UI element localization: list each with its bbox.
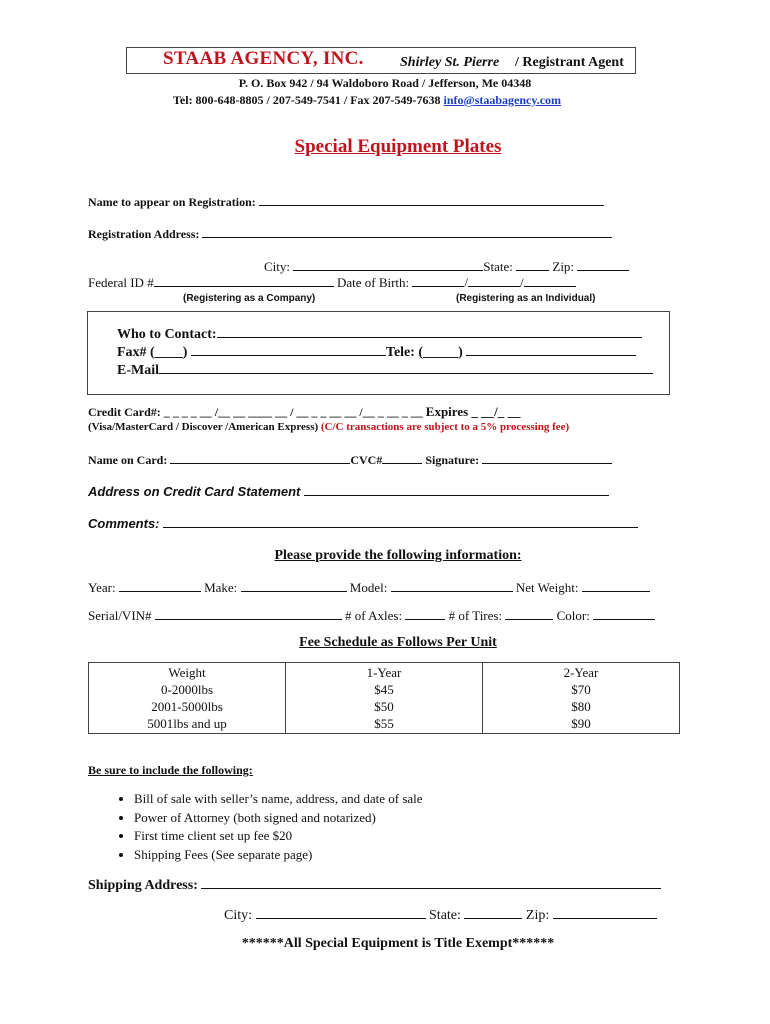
serial-field[interactable]: [155, 607, 342, 620]
fax-tele-row: [117, 343, 636, 361]
price-cell: $70: [571, 682, 591, 697]
federal-id-label: Federal ID #: [88, 275, 154, 290]
comments-label: Comments:: [88, 516, 160, 531]
fee-cell-weight: [89, 663, 286, 734]
agency-address: P. O. Box 942 / 94 Waldoboro Road / Jefferson, Me 04348: [238, 76, 532, 90]
shipping-zip-field[interactable]: [553, 906, 657, 919]
city-label: City:: [264, 259, 291, 274]
vehicle-row-2: [88, 607, 655, 624]
dob-label: Date of Birth:: [336, 275, 410, 290]
email-field[interactable]: [159, 361, 653, 374]
year-field[interactable]: [119, 579, 201, 592]
weight-cell: 2001-5000lbs: [151, 699, 223, 714]
phone-numbers: Tel: 800-648-8805 / 207-549-7541 / Fax 207-549-7638: [173, 93, 441, 107]
model-label: Model:: [349, 580, 388, 595]
individual-note: (Registering as an Individual): [456, 293, 596, 304]
model-field[interactable]: [391, 579, 513, 592]
dob-month-field[interactable]: [412, 274, 464, 287]
shipping-address-row: [88, 876, 661, 894]
cvc-label: CVC#: [350, 453, 383, 467]
registration-name-field[interactable]: [259, 193, 604, 206]
column-header-1-year: 1-Year: [366, 665, 402, 680]
axles-label: # of Axles:: [345, 608, 403, 623]
registration-address-label: Registration Address:: [88, 227, 200, 241]
dob-year-field[interactable]: [524, 274, 576, 287]
include-list: [90, 790, 423, 864]
include-heading: Be sure to include the following:: [88, 763, 253, 777]
shipping-city-label: City:: [224, 908, 253, 923]
shipping-address-field[interactable]: [201, 876, 661, 889]
name-on-card-row: [88, 451, 612, 468]
list-item: • Shipping Fees (See separate page): [134, 846, 423, 865]
agent-role: / Registrant Agent: [515, 55, 624, 70]
vehicle-row-1: [88, 579, 650, 596]
serial-label: Serial/VIN#: [88, 608, 152, 623]
email-row: [117, 361, 653, 379]
company-note: (Registering as a Company): [183, 293, 316, 304]
state-label: State:: [483, 259, 513, 274]
list-item: • Power of Attorney (both signed and notarized): [134, 809, 423, 828]
title-exempt-note: ******All Special Equipment is Title Exempt******: [241, 936, 555, 951]
who-to-contact-label: Who to Contact:: [117, 327, 217, 342]
net-weight-label: Net Weight:: [515, 580, 579, 595]
fax-field[interactable]: [191, 343, 386, 356]
make-field[interactable]: [241, 579, 347, 592]
zip-field[interactable]: [577, 258, 629, 271]
agent-name: Shirley St. Pierre: [400, 55, 500, 70]
federal-id-row: Federal ID # Date of Birth: / /: [88, 274, 576, 291]
price-cell: $45: [374, 682, 394, 697]
list-item: • Bill of sale with seller’s name, address, and date of sale: [134, 790, 423, 809]
shipping-state-field[interactable]: [464, 906, 522, 919]
price-cell: $55: [374, 716, 394, 731]
price-cell: $50: [374, 699, 394, 714]
shipping-state-label: State:: [429, 908, 461, 923]
card-types: (Visa/MasterCard / Discover /American Express): [88, 421, 319, 433]
shipping-city-field[interactable]: [256, 906, 426, 919]
name-on-card-field[interactable]: [170, 451, 350, 464]
fee-cell-1-year: [286, 663, 483, 734]
credit-card-row: [88, 404, 521, 420]
email-label: E-Mail: [117, 363, 159, 378]
net-weight-field[interactable]: [582, 579, 650, 592]
color-field[interactable]: [593, 607, 655, 620]
signature-label: Signature:: [425, 453, 480, 467]
column-header-weight: Weight: [168, 665, 206, 680]
email-link[interactable]: info@staabagency.com: [443, 93, 562, 107]
agency-phones: [173, 93, 561, 108]
shipping-address-label: Shipping Address:: [88, 878, 198, 893]
fee-table-row: [89, 663, 680, 734]
registration-address-row: [88, 225, 612, 242]
shipping-city-row: [224, 906, 657, 924]
zip-label: Zip:: [552, 259, 575, 274]
fee-table: [88, 662, 680, 734]
year-label: Year:: [88, 580, 116, 595]
axles-field[interactable]: [405, 607, 445, 620]
column-header-2-year: 2-Year: [563, 665, 599, 680]
tele-field[interactable]: [466, 343, 636, 356]
processing-fee-note: (C/C transactions are subject to a 5% processing fee): [320, 421, 570, 433]
price-cell: $90: [571, 716, 591, 731]
city-field[interactable]: [293, 258, 483, 271]
registration-name-label: Name to appear on Registration:: [88, 195, 256, 209]
fee-cell-2-year: [483, 663, 680, 734]
comments-field[interactable]: [163, 515, 638, 528]
vehicle-info-heading: Please provide the following information:: [274, 548, 522, 563]
name-on-card-label: Name on Card:: [88, 453, 168, 467]
who-to-contact-row: [117, 325, 642, 343]
make-label: Make:: [204, 580, 238, 595]
agency-name: STAAB AGENCY, INC.: [163, 48, 364, 69]
color-label: Color:: [556, 608, 590, 623]
city-state-zip-row: [264, 258, 629, 275]
statement-address-field[interactable]: [304, 483, 609, 496]
tele-label: Tele: (_____): [385, 345, 463, 360]
state-field[interactable]: [516, 258, 549, 271]
shipping-zip-label: Zip:: [525, 908, 550, 923]
statement-address-row: [88, 483, 609, 499]
comments-row: [88, 515, 638, 531]
fax-label: Fax# (____): [117, 345, 188, 360]
registration-address-field[interactable]: [202, 225, 612, 238]
fee-schedule-heading: Fee Schedule as Follows Per Unit: [299, 635, 497, 650]
weight-cell: 0-2000lbs: [161, 682, 213, 697]
card-types-row: [88, 421, 569, 433]
tires-label: # of Tires:: [448, 608, 503, 623]
credit-card-label[interactable]: Credit Card#: _ _ _ _ __ /__ __ ____ __ / __ _ _ __ __ /__ _ __ _ __: [88, 405, 423, 419]
dob-day-field[interactable]: [468, 274, 520, 287]
federal-id-field[interactable]: [154, 274, 334, 287]
price-cell: $80: [571, 699, 591, 714]
who-to-contact-field[interactable]: [217, 325, 642, 338]
cvc-field[interactable]: [382, 451, 422, 464]
weight-cell: 5001lbs and up: [147, 716, 227, 731]
list-item: • First time client set up fee $20: [134, 827, 423, 846]
registration-name-row: [88, 193, 604, 210]
form-title: Special Equipment Plates: [294, 136, 502, 157]
tires-field[interactable]: [505, 607, 553, 620]
expires-label[interactable]: Expires _ __/_ __: [425, 404, 521, 419]
signature-field[interactable]: [482, 451, 612, 464]
statement-address-label: Address on Credit Card Statement: [88, 484, 301, 499]
